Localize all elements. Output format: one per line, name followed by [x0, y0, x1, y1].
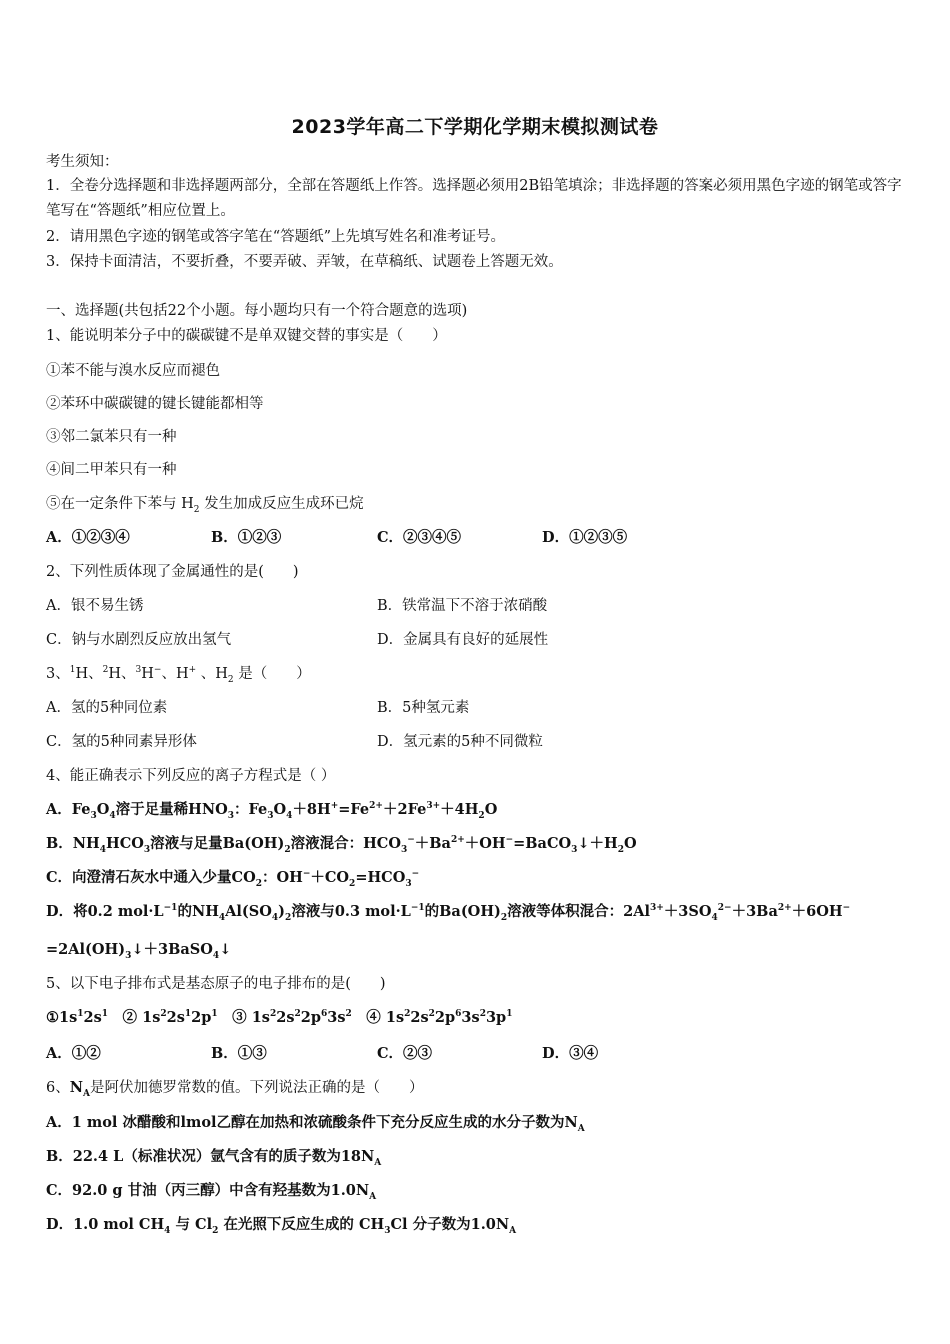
- q2-option-a[interactable]: A．银不易生锈: [46, 598, 144, 614]
- q1-option-d[interactable]: D．①②③⑤: [542, 529, 628, 546]
- q3-stem: 3、$^1$H、$^2$H、$^3$H−、H+ 、$H_2$ 是（ ）: [46, 665, 311, 685]
- q6-option-a[interactable]: A．1 mol 冰醋酸和lmol乙醇在加热和浓硫酸条件下充分反应生成的水分子数为$N_A$: [46, 1114, 585, 1134]
- q1-statement-2: ②苯环中碳碳键的键长键能都相等: [46, 396, 264, 412]
- q2-option-c[interactable]: C．钠与水剧烈反应放出氢气: [46, 632, 232, 648]
- q6-option-b[interactable]: B．22.4 L（标准状况）氩气含有的质子数为$18N_A$: [46, 1148, 382, 1168]
- q4-option-d-continued: $=2Al(OH)_3↓+3BaSO_4↓$: [46, 941, 232, 961]
- q6-stem: 6、$N_A$是阿伏加德罗常数的值。下列说法正确的是（ ）: [46, 1079, 424, 1099]
- q3-option-d[interactable]: D．氢元素的5种不同微粒: [377, 734, 543, 750]
- q2-stem: 2、下列性质体现了金属通性的是( ): [46, 564, 299, 580]
- q1-option-b[interactable]: B．①②③: [211, 529, 282, 546]
- q1-statement-5: ⑤在一定条件下苯与 $H_2$ 发生加成反应生成环已烷: [46, 496, 364, 515]
- section-heading: 一、选择题(共包括22个小题。每小题均只有一个符合题意的选项): [46, 303, 468, 319]
- q2-option-b[interactable]: B．铁常温下不溶于浓硝酸: [377, 598, 548, 614]
- notice-heading: 考生须知：: [46, 154, 119, 170]
- notice-item-3: 3．保持卡面清洁，不要折叠，不要弄破、弄皱，在草稿纸、试题卷上答题无效。: [46, 254, 563, 270]
- q1-statement-1: ①苯不能与溴水反应而褪色: [46, 363, 220, 379]
- q1-option-c[interactable]: C．②③④⑤: [377, 529, 462, 546]
- q5-option-d[interactable]: D．③④: [542, 1045, 599, 1062]
- q5-configurations: $①1s^12s^1$ ② $1s^22s^12p^1$ ③ $1s^22s^22p^63s^2$ ④ $1s^22s^22p^63s^23p^1$: [46, 1009, 513, 1026]
- q4-option-a[interactable]: A．$Fe_3O_4$溶于足量稀$HNO_3$：$Fe_3O_4+8H^+=Fe^{2+}+2Fe^{3+}+4H_2O$: [46, 801, 498, 821]
- q3-option-b[interactable]: B．5种氢元素: [377, 700, 470, 716]
- q6-option-d[interactable]: D．1.0 mol $CH_4$ 与 $Cl_2$ 在光照下反应生成的 $CH_3Cl$ 分子数为$1.0N_A$: [46, 1216, 517, 1236]
- notice-item-1: 1．全卷分选择题和非选择题两部分，全部在答题纸上作答。选择题必须用2B铅笔填涂；非选择题的答案必须用黑色字迹的钢笔或答字笔写在“答题纸”相应位置上。: [46, 178, 902, 219]
- q6-option-c[interactable]: C．92.0 g 甘油（丙三醇）中含有羟基数为$1.0N_A$: [46, 1182, 377, 1202]
- q4-option-c[interactable]: C．向澄清石灰水中通入少量$CO_2$：$OH^-+CO_2=HCO_3^-$: [46, 869, 420, 889]
- q3-option-c[interactable]: C．氢的5种同素异形体: [46, 734, 197, 750]
- q5-stem: 5、以下电子排布式是基态原子的电子排布的是( ): [46, 976, 386, 992]
- q4-option-b[interactable]: B．$NH_4HCO_3$溶液与足量$Ba(OH)_2$溶液混合：$HCO_3^-+Ba^{2+}+OH^-=BaCO_3↓+H_2O$: [46, 835, 637, 855]
- q2-option-d[interactable]: D．金属具有良好的延展性: [377, 632, 549, 648]
- q1-statement-3: ③邻二氯苯只有一种: [46, 429, 177, 445]
- q5-option-c[interactable]: C．②③: [377, 1045, 433, 1062]
- q1-statement-4: ④间二甲苯只有一种: [46, 462, 177, 478]
- q5-option-a[interactable]: A．①②: [46, 1045, 101, 1062]
- q4-stem: 4、能正确表示下列反应的离子方程式是（ ）: [46, 768, 336, 784]
- notice-item-2: 2．请用黑色字迹的钢笔或答字笔在“答题纸”上先填写姓名和准考证号。: [46, 229, 506, 245]
- q5-option-b[interactable]: B．①③: [211, 1045, 267, 1062]
- page-title: 2023学年高二下学期化学期末模拟测试卷: [291, 116, 659, 138]
- q3-option-a[interactable]: A．氢的5种同位素: [46, 700, 168, 716]
- q1-option-a[interactable]: A．①②③④: [46, 529, 130, 546]
- q1-stem: 1、能说明苯分子中的碳碳键不是单双键交替的事实是（ ）: [46, 328, 447, 344]
- q4-option-d[interactable]: D．将0.2 $mol\cdot L^{-1}$的$NH_4Al(SO_4)_2$溶液与0.3 $mol\cdot L^{-1}$的$Ba(OH)_2$溶液等体积混合：$2Al^{3+}+3SO_4^{2-}+3Ba^{2+}+6OH^-$: [46, 903, 851, 923]
